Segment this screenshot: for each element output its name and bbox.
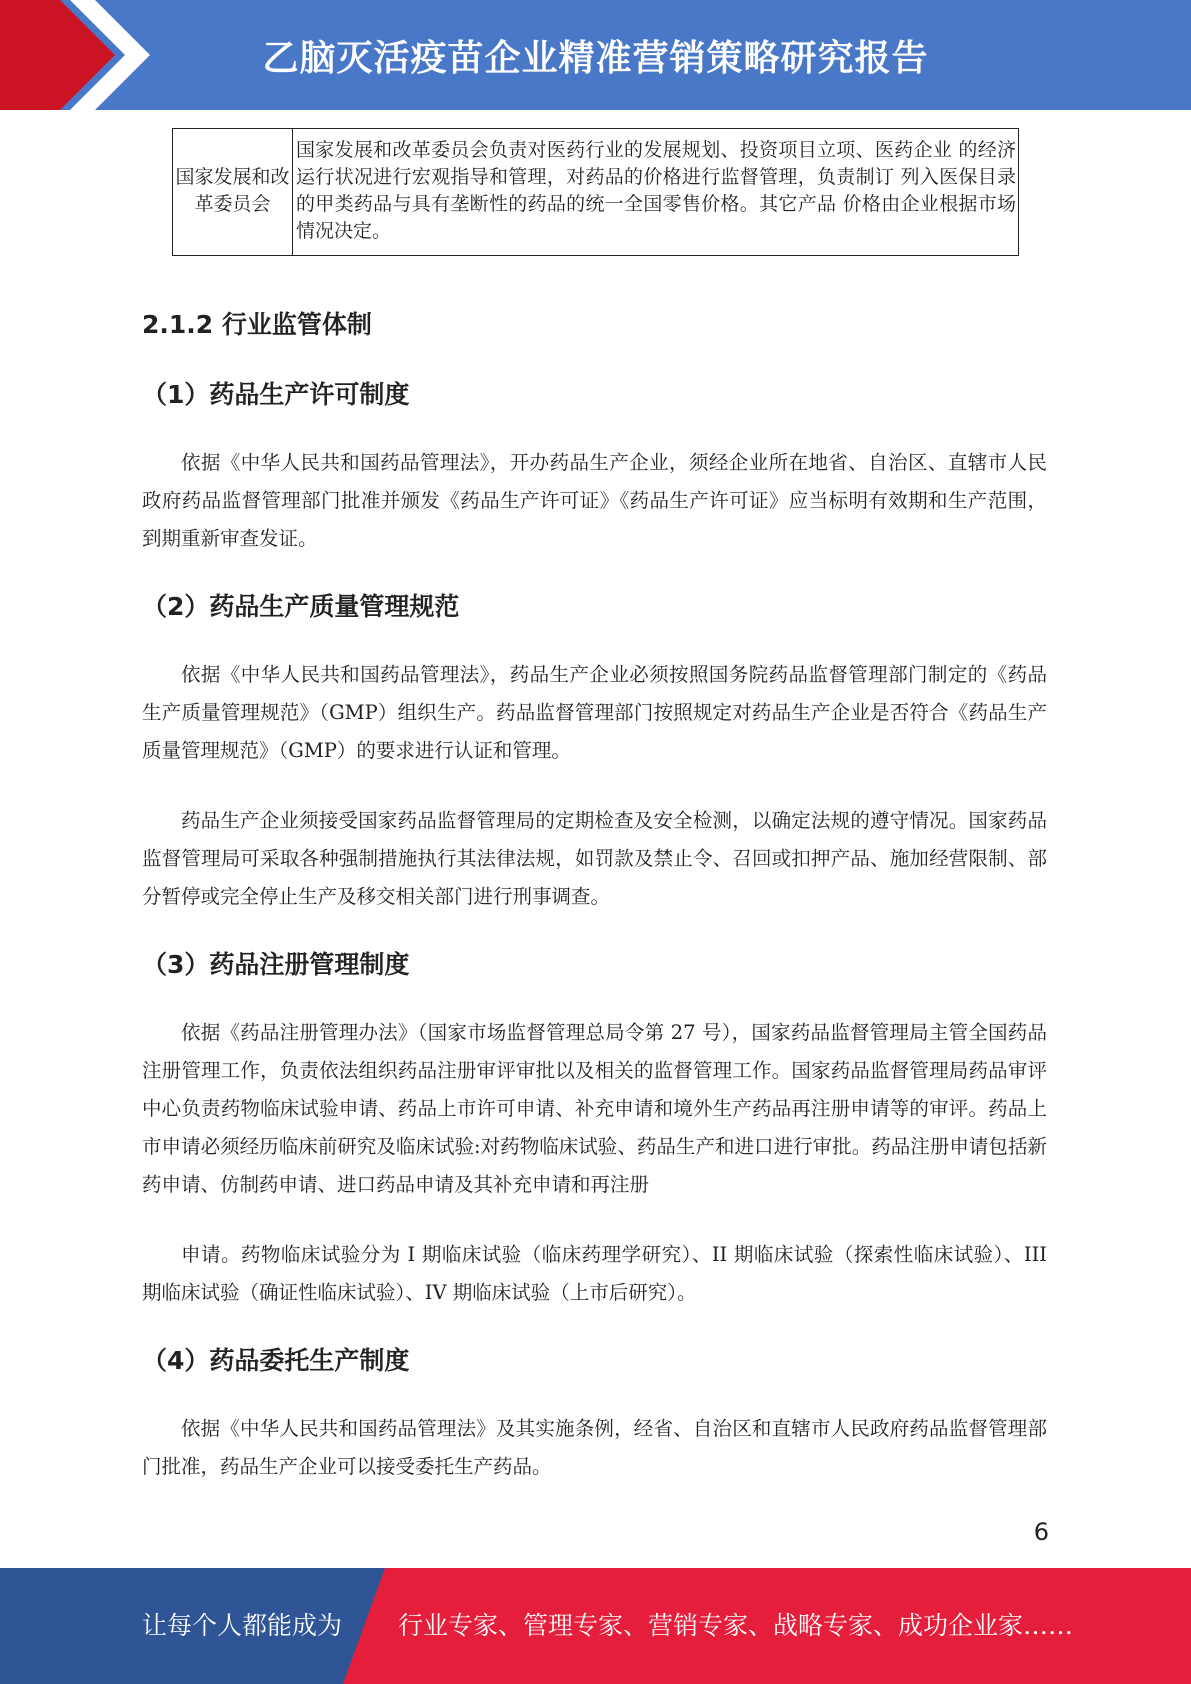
subsection-heading: （2）药品生产质量管理规范	[142, 592, 460, 621]
subsection-heading: （4）药品委托生产制度	[142, 1346, 410, 1375]
subsection-heading: （3）药品注册管理制度	[142, 950, 410, 979]
page-footer	[0, 1568, 1191, 1684]
paragraph: 药品生产企业须接受国家药品监督管理局的定期检查及安全检测，以确定法规的遵守情况。国家药品监督管理局可采取各种强制措施执行其法律法规，如罚款及禁止令、召回或扣押产品、施加经营限制、部分暂停或完全停止生产及移交相关部门进行刑事调查。	[142, 809, 1047, 908]
report-title: 乙脑灭活疫苗企业精准营销策略研究报告	[262, 37, 929, 79]
subsection-heading: （1）药品生产许可制度	[142, 380, 410, 409]
paragraph: 依据《中华人民共和国药品管理法》，药品生产企业必须按照国务院药品监督管理部门制定的《药品生产质量管理规范》（GMP）组织生产。药品监督管理部门按照规定对药品生产企业是否符合《药品生产质量管理规范》（GMP）的要求进行认证和管理。	[142, 663, 1047, 762]
page-header	[0, 0, 1191, 110]
paragraph: 依据《中华人民共和国药品管理法》及其实施条例，经省、自治区和直辖市人民政府药品监督管理部门批准，药品生产企业可以接受委托生产药品。	[142, 1417, 1047, 1478]
paragraph: 申请。药物临床试验分为 I 期临床试验（临床药理学研究）、II 期临床试验（探索性临床试验）、III 期临床试验（确证性临床试验）、IV 期临床试验（上市后研究）。	[142, 1243, 1047, 1304]
table-cell-description: 国家发展和改革委员会负责对医药行业的发展规划、投资项目立项、医药企业 的经济运行状况进行宏观指导和管理，对药品的价格进行监督管理，负责制订 列入医保目录的甲类药品与具有垄断性的药品的统一全国零售价格。其它产品 价格由企业根据市场情况决定。	[293, 129, 1019, 256]
page-number: 6	[1033, 1518, 1049, 1546]
footer-slogan-left: 让每个人都能成为	[142, 1611, 343, 1640]
paragraph: 依据《中华人民共和国药品管理法》，开办药品生产企业，须经企业所在地省、自治区、直辖市人民政府药品监督管理部门批准并颁发《药品生产许可证》《药品生产许可证》应当标明有效期和生产范围，到期重新审查发证。	[142, 451, 1047, 550]
footer-slogan-right: 行业专家、管理专家、营销专家、战略专家、成功企业家……	[398, 1611, 1074, 1640]
main-content	[142, 290, 1047, 1486]
paragraph: 依据《药品注册管理办法》（国家市场监督管理总局令第 27 号），国家药品监督管理局主管全国药品注册管理工作，负责依法组织药品注册审评审批以及相关的监督管理工作。国家药品监督管理局药品审评中心负责药物临床试验申请、药品上市许可申请、补充申请和境外生产药品再注册申请等的审评。药品上市申请必须经历临床前研究及临床试验:对药物临床试验、药品生产和进口进行审批。药品注册申请包括新药申请、仿制药申请、进口药品申请及其补充申请和再注册	[142, 1021, 1047, 1196]
table-row	[173, 129, 1019, 256]
section-heading: 2.1.2 行业监管体制	[142, 310, 372, 339]
regulator-table	[172, 128, 1019, 256]
table-cell-org: 国家发展和改革委员会	[173, 129, 293, 256]
